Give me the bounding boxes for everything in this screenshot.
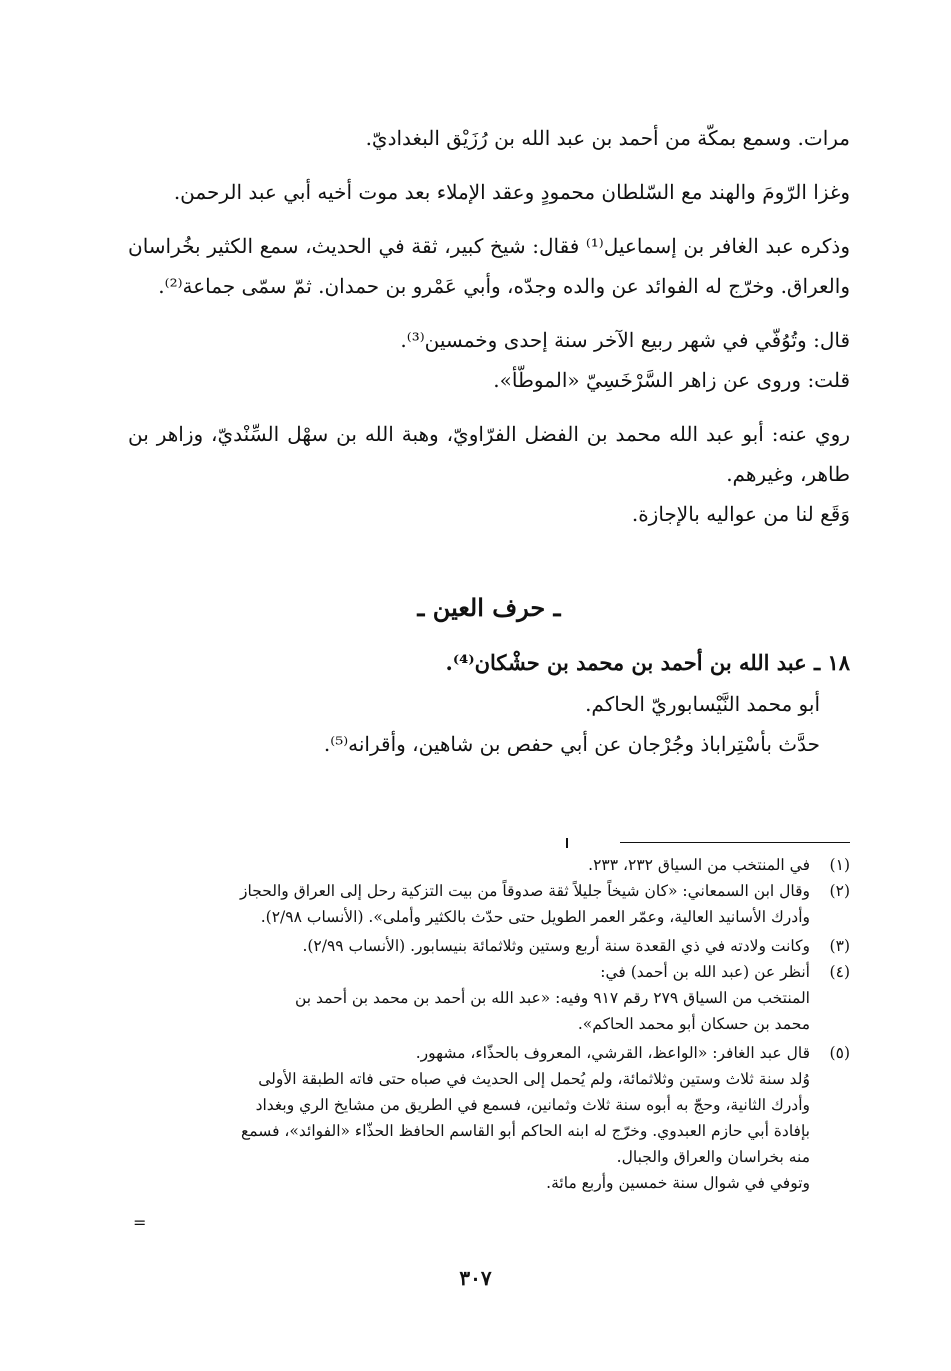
section-heading: ـ حرف العين ـ xyxy=(417,593,561,622)
separator-tick xyxy=(566,838,568,848)
footnote-number: (١) xyxy=(829,856,850,874)
footnote-line: قال عبد الغافر: «الواعظ، القرشي، المعروف بالحذّاء، مشهور. xyxy=(415,1044,810,1062)
paragraph-narrators: روي عنه: أبو عبد الله محمد بن الفضل الفرّاويّ، وهبة الله بن سهْل السِّنْديّ، وزاهر بن طاهر، وغيرهم. xyxy=(128,422,850,486)
footnote-4 xyxy=(128,959,850,1037)
footnote-line: وُلد سنة ثلاث وستين وثلاثمائة، ولم يُحمل إلى الحديث في صباه حتى فاته الطبقة الأولى xyxy=(258,1070,810,1088)
footnote-line: محمد بن حسكان أبو محمد الحاكم». xyxy=(577,1015,810,1033)
footnote-line: بإفادة أبي حازم العبدوي. وخرّج له ابنه الحاكم أبو القاسم الحافظ الحذّاء «الفوائد»، فسمع xyxy=(241,1122,810,1140)
footnote-line: وقال ابن السمعاني: «كان شيخاً جليلاً ثقة صدوقاً من بيت التزكية رحل إلى العراق والحجاز xyxy=(240,882,810,900)
footnote-2 xyxy=(128,878,850,930)
footnote-line: في المنتخب من السياق ٢٣٢، ٢٣٣. xyxy=(588,856,810,874)
footnote-line: أنظر عن (عبد الله بن أحمد) في: xyxy=(600,963,810,981)
footnote-3 xyxy=(128,933,850,959)
footnote-number: (٣) xyxy=(829,937,850,955)
paragraph-3: وذكره عبد الغافر بن إسماعيل⁽¹⁾ فقال: شيخ كبير، ثقة في الحديث، سمع الكثير بخُراسان والعراق. وخرّج له الفوائد عن والده وجدّه، وأبي عَمْرو بن حمدان. ثمّ سمّى جماعة⁽²⁾. xyxy=(128,234,850,298)
footnote-separator xyxy=(620,842,850,843)
footnote-line: المنتخب من السياق ٢٧٩ رقم ٩١٧ وفيه: «عبد الله بن أحمد بن محمد بن أحمد بن xyxy=(294,989,810,1007)
continuation-mark: = xyxy=(133,1213,147,1232)
footnote-line: وكانت ولادته في ذي القعدة سنة أربع وستين وثلاثمائة بنيسابور. (الأنساب ٢/٩٩). xyxy=(302,937,810,955)
footnotes xyxy=(128,852,850,1196)
paragraph-ijaza: وَقَع لنا من عواليه بالإجازة. xyxy=(631,502,850,526)
footnote-1 xyxy=(128,852,850,878)
footnote-line: وأدرك الثانية، وحجّ به أبوه سنة ثلاث وثمانين، فسمع في الطريق من مشايخ الري وبغداد xyxy=(255,1096,810,1114)
footnote-line: وتوفي في شوال سنة خمسين وأربع مائة. xyxy=(546,1174,810,1192)
footnote-line: منه بخراسان والعراق والجبال. xyxy=(616,1148,810,1166)
entry-line-1: أبو محمد النَّيْسابوريّ الحاكم. xyxy=(585,692,820,716)
entry-line-2: حدَّث بأسْتِراباذ وجُرْجان عن أبي حفص بن شاهين، وأقرانه⁽⁵⁾. xyxy=(323,732,820,756)
quote-muwatta: قلت: وروى عن زاهر السَّرْخَسِيّ «الموطّأ». xyxy=(493,368,850,392)
main-text xyxy=(128,118,850,764)
footnote-number: (٢) xyxy=(829,882,850,900)
quote-death: قال: وتُوُفّي في شهر ربيع الآخر سنة إحدى وخمسين⁽³⁾. xyxy=(400,328,850,352)
paragraph-1: مرات. وسمع بمكّة من أحمد بن عبد الله بن رُزَيْق البغداديّ. xyxy=(365,126,850,150)
footnote-5 xyxy=(128,1040,850,1196)
paragraph-2: وغزا الرّومَ والهند مع السّلطان محمودٍ وعقد الإملاء بعد موت أخيه أبي عبد الرحمن. xyxy=(173,180,850,204)
page-number: ٣٠٧ xyxy=(459,1266,492,1290)
footnote-number: (٤) xyxy=(829,963,850,981)
footnote-number: (٥) xyxy=(829,1044,850,1062)
entry-title: ١٨ ـ عبد الله بن أحمد بن محمد بن حشْكان⁽⁴⁾. xyxy=(445,650,850,675)
footnote-line: وأدرك الأسانيد العالية، وعمّر العمر الطويل حتى حدّث بالكثير وأملى». (الأنساب ٢/٩٨). xyxy=(260,908,810,926)
